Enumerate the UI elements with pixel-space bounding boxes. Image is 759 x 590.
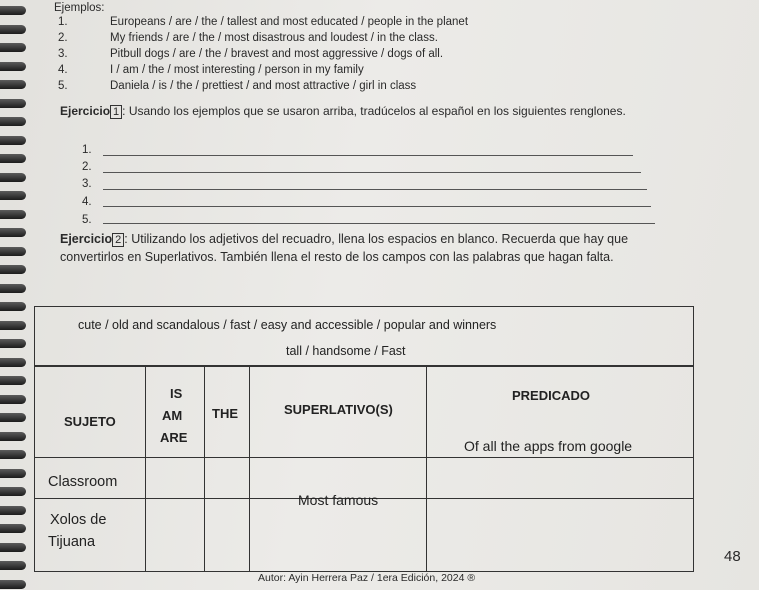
header-verb-is: IS	[170, 386, 183, 401]
example-number: 5.	[58, 80, 68, 92]
exercise-instruction-text: : Usando los ejemplos que se usaron arriba, tradúcelos al español en los siguientes renglones.	[122, 104, 626, 118]
binding-ring	[0, 117, 26, 126]
header-sujeto: SUJETO	[64, 414, 116, 429]
binding-ring	[0, 376, 26, 385]
header-the: THE	[212, 406, 238, 421]
example-number: 2.	[58, 32, 68, 44]
row-2-predicado-cell[interactable]	[426, 498, 694, 572]
row-2-sujeto-line1: Xolos de	[50, 512, 107, 528]
row-2-sujeto-line2: Tijuana	[48, 534, 96, 550]
example-number: 3.	[58, 48, 68, 60]
binding-ring	[0, 469, 26, 478]
example-number: 4.	[58, 64, 68, 76]
superlatives-table	[34, 306, 694, 572]
examples-heading: Ejemplos:	[54, 2, 105, 14]
binding-ring	[0, 358, 26, 367]
blank-number: 2.	[82, 161, 92, 173]
binding-ring	[0, 43, 26, 52]
header-cell-sujeto	[34, 366, 146, 458]
binding-ring	[0, 136, 26, 145]
exercise-label: Ejercicio	[60, 104, 111, 118]
binding-ring	[0, 450, 26, 459]
binding-ring	[0, 25, 26, 34]
row-1-predicado-cell[interactable]	[426, 457, 694, 499]
binding-ring	[0, 432, 26, 441]
answer-line-2[interactable]	[103, 172, 641, 173]
exercise-2-instruction	[60, 230, 685, 266]
adjectives-list: cute / old and scandalous / fast / easy and accessible / popular and winners	[78, 318, 497, 332]
row-2-the-cell[interactable]	[204, 498, 250, 572]
binding-ring	[0, 284, 26, 293]
binding-ring	[0, 395, 26, 404]
blank-number: 4.	[82, 196, 92, 208]
row-2-superlativo-cell[interactable]	[249, 498, 427, 572]
answer-line-3[interactable]	[103, 189, 647, 190]
binding-ring	[0, 580, 26, 589]
binding-ring	[0, 339, 26, 348]
binding-ring	[0, 210, 26, 219]
row-1-predicado: Of all the apps from google	[464, 438, 633, 454]
blank-number: 3.	[82, 178, 92, 190]
example-sentence: My friends / are / the / most disastrous and loudest / in the class.	[110, 32, 438, 44]
row-1-verb-cell[interactable]	[145, 457, 205, 499]
header-predicado: PREDICADO	[512, 388, 591, 403]
answer-line-4[interactable]	[103, 206, 651, 207]
exercise-instruction-text: : Utilizando los adjetivos del recuadro, llena los espacios en blanco. Recuerda que hay que convertirlos en Superlativos. También llena el resto de los campos con las palabras que hagan falta.	[60, 232, 629, 264]
example-sentence: Daniela / is / the / prettiest / and most attractive / girl in class	[110, 80, 417, 92]
answer-line-5[interactable]	[103, 223, 655, 224]
adjectives-list-continued: tall / handsome / Fast	[286, 344, 406, 358]
binding-ring	[0, 99, 26, 108]
example-sentence: Pitbull dogs / are / the / bravest and most aggressive / dogs of all.	[110, 48, 444, 60]
page-number: 48	[724, 548, 741, 565]
binding-ring	[0, 247, 26, 256]
header-verb-are: ARE	[160, 430, 188, 445]
row-2-superlativo: Most famous	[298, 492, 379, 508]
binding-ring	[0, 524, 26, 533]
header-verb-am: AM	[162, 408, 183, 423]
binding-ring	[0, 321, 26, 330]
binding-ring	[0, 228, 26, 237]
row-1-the-cell[interactable]	[204, 457, 250, 499]
example-number: 1.	[58, 16, 68, 28]
binding-ring	[0, 154, 26, 163]
row-1-sujeto: Classroom	[48, 474, 118, 490]
blank-number: 1.	[82, 144, 92, 156]
binding-ring	[0, 506, 26, 515]
example-sentence: Europeans / are / the / tallest and most educated / people in the planet	[110, 16, 469, 28]
binding-ring	[0, 413, 26, 422]
header-superlativo: SUPERLATIVO(S)	[284, 402, 393, 417]
binding-ring	[0, 543, 26, 552]
exercise-label: Ejercicio	[60, 232, 113, 246]
binding-ring	[0, 302, 26, 311]
blank-number: 5.	[82, 214, 92, 226]
row-2-verb-cell[interactable]	[145, 498, 205, 572]
answer-line-1[interactable]	[103, 155, 633, 156]
exercise-number-box: 1	[110, 105, 122, 119]
binding-ring	[0, 561, 26, 570]
binding-ring	[0, 173, 26, 182]
binding-ring	[0, 487, 26, 496]
binding-ring	[0, 62, 26, 71]
example-sentence: I / am / the / most interesting / person in my family	[110, 64, 364, 76]
exercise-1-instruction	[60, 103, 650, 119]
spiral-binding	[0, 0, 28, 590]
binding-ring	[0, 80, 26, 89]
author-credit: Autor: Ayin Herrera Paz / 1era Edición, 2024 ®	[258, 572, 476, 584]
binding-ring	[0, 265, 26, 274]
binding-ring	[0, 6, 26, 15]
binding-ring	[0, 191, 26, 200]
exercise-number-box: 2	[112, 233, 124, 247]
